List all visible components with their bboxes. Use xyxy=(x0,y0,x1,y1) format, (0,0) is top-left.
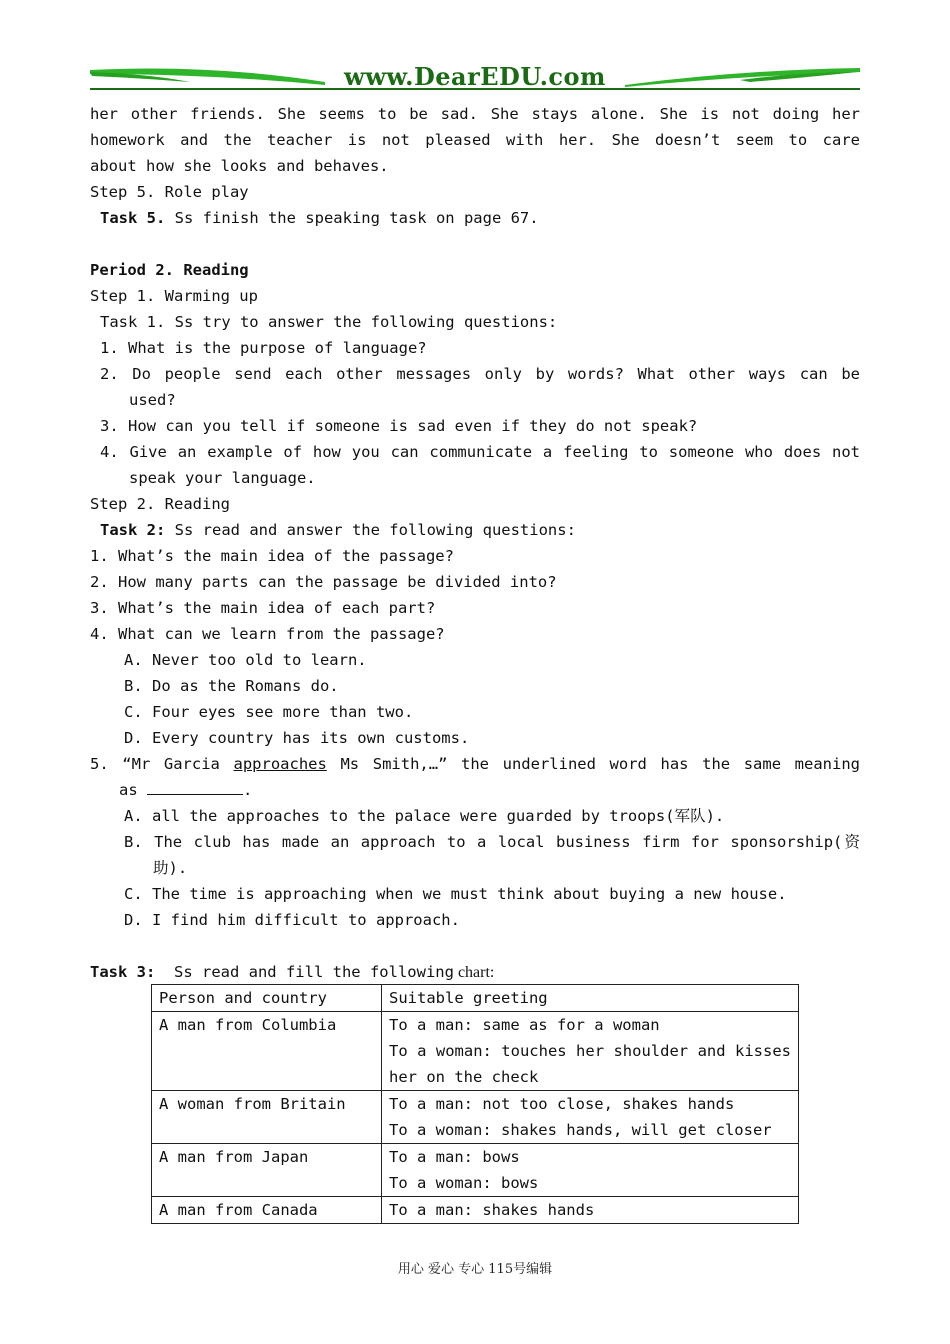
task-line: Task 1. Ss try to answer the following questions: xyxy=(100,313,558,331)
page-footer: 用心 爱心 专心 115号编辑 xyxy=(397,1262,553,1277)
task-text: Ss finish the speaking task on page 67. xyxy=(165,209,539,227)
greeting-line: To a man: bows xyxy=(389,1148,520,1166)
person-cell: A man from Canada xyxy=(152,1197,382,1224)
greeting-cell xyxy=(382,1144,799,1197)
greeting-cell xyxy=(382,1197,799,1224)
answer-option: B. The club has made an approach to a local business firm for sponsorship(资 xyxy=(124,833,860,851)
question-item: 2. Do people send each other messages only by words? What other ways can be xyxy=(100,365,860,383)
underlined-word: approaches xyxy=(233,755,327,773)
question-item: 4. What can we learn from the passage? xyxy=(90,625,445,643)
question-item: 1. What’s the main idea of the passage? xyxy=(90,547,454,565)
question-item: 1. What is the purpose of language? xyxy=(100,339,427,357)
task-line xyxy=(90,205,860,231)
task-line xyxy=(90,517,860,543)
question-item: 3. What’s the main idea of each part? xyxy=(90,599,436,617)
greeting-line: To a woman: shakes hands, will get closer xyxy=(389,1121,772,1139)
text-line: homework and the teacher is not pleased with her. She doesn’t seem to care xyxy=(90,131,860,149)
text-line: about how she looks and behaves. xyxy=(90,157,389,175)
site-logo-text[interactable]: www.DearEDU.com xyxy=(344,62,606,91)
question-text: . xyxy=(243,781,253,799)
greeting-line: To a man: shakes hands xyxy=(389,1201,595,1219)
site-header-banner xyxy=(90,60,860,100)
question-continuation: speak your language. xyxy=(129,469,316,487)
person-cell: A woman from Britain xyxy=(152,1091,382,1144)
answer-option: C. The time is approaching when we must think about buying a new house. xyxy=(124,885,787,903)
task-line xyxy=(90,959,860,985)
task-text: chart: xyxy=(453,964,495,981)
greeting-cell xyxy=(382,1012,799,1091)
question-item: 4. Give an example of how you can communicate a feeling to someone who does not xyxy=(100,443,860,461)
answer-option: C. Four eyes see more than two. xyxy=(124,703,414,721)
answer-option: A. all the approaches to the palace were guarded by troops(军队). xyxy=(124,807,725,825)
answer-option-continuation: 助). xyxy=(153,859,188,877)
question-continuation xyxy=(90,777,860,803)
person-cell: A man from Japan xyxy=(152,1144,382,1197)
text-line: her other friends. She seems to be sad. She stays alone. She is not doing her xyxy=(90,105,860,123)
question-text: 5. “Mr Garcia xyxy=(90,755,234,773)
table-row xyxy=(152,1012,799,1091)
answer-option: D. Every country has its own customs. xyxy=(124,729,470,747)
document-body xyxy=(90,101,860,985)
blank-line xyxy=(90,231,860,257)
question-item xyxy=(90,751,860,777)
step-heading: Step 5. Role play xyxy=(90,183,249,201)
step-heading: Step 1. Warming up xyxy=(90,287,258,305)
blank-line xyxy=(90,933,860,959)
answer-option: D. I find him difficult to approach. xyxy=(124,911,460,929)
table-row xyxy=(152,1197,799,1224)
task-label: Task 3: xyxy=(90,963,156,981)
table-row xyxy=(152,1144,799,1197)
section-heading: Period 2. Reading xyxy=(90,261,249,279)
greeting-chart-table xyxy=(151,984,799,1224)
greeting-line: To a woman: touches her shoulder and kisses her on the check xyxy=(389,1042,791,1086)
header-cell: Suitable greeting xyxy=(382,985,799,1012)
question-text: Ms Smith,…” the underlined word has the same meaning xyxy=(326,755,860,773)
greeting-line: To a man: same as for a woman xyxy=(389,1016,660,1034)
greeting-cell xyxy=(382,1091,799,1144)
greeting-line: To a woman: bows xyxy=(389,1174,539,1192)
question-item: 3. How can you tell if someone is sad even if they do not speak? xyxy=(100,417,698,435)
task-text: Ss read and fill the following xyxy=(155,963,454,981)
step-heading: Step 2. Reading xyxy=(90,495,230,513)
table-row xyxy=(152,1091,799,1144)
task-label: Task 5. xyxy=(100,209,166,227)
task-label: Task 2: xyxy=(100,521,166,539)
question-text: as xyxy=(119,781,147,799)
table-header-row xyxy=(152,985,799,1012)
question-continuation: used? xyxy=(129,391,176,409)
header-cell: Person and country xyxy=(152,985,382,1012)
answer-option: A. Never too old to learn. xyxy=(124,651,367,669)
greeting-line: To a man: not too close, shakes hands xyxy=(389,1095,735,1113)
task-text: Ss read and answer the following questions: xyxy=(165,521,576,539)
fill-in-blank[interactable] xyxy=(147,778,243,795)
person-cell: A man from Columbia xyxy=(152,1012,382,1091)
question-item: 2. How many parts can the passage be divided into? xyxy=(90,573,557,591)
answer-option: B. Do as the Romans do. xyxy=(124,677,339,695)
